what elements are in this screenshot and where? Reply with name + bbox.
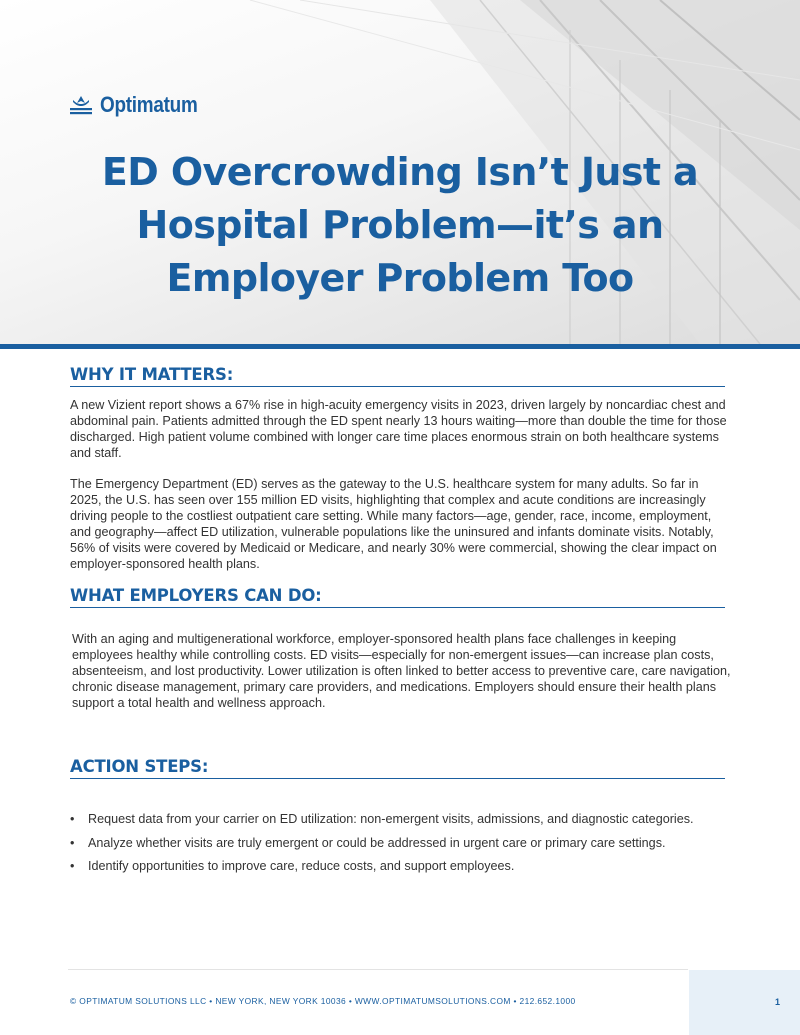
footer-contact-line: © OPTIMATUM SOLUTIONS LLC • NEW YORK, NEW YORK 10036 • WWW.OPTIMATUMSOLUTIONS.COM • 212.652.1000 bbox=[70, 996, 576, 1006]
title-line: Employer Problem Too bbox=[166, 256, 634, 300]
section-heading-what-employers-can-do: WHAT EMPLOYERS CAN DO: bbox=[70, 586, 725, 608]
employers-paragraph: With an aging and multigenerational workforce, employer-sponsored health plans face challenges in keeping employees healthy while controlling costs. ED visits—especially for non-emergent issues—can increase plan costs, absenteeism, and lost productivity. Lower utilization is often linked to better access to preventive care, care navigation, chronic disease management, primary care providers, and medications. Employers should ensure their health plans support a total health and wellness approach. bbox=[72, 632, 731, 710]
why-paragraph-1: A new Vizient report shows a 67% rise in high-acuity emergency visits in 2023, driven largely by noncardiac chest and abdominal pain. Patients admitted through the ED spent nearly 13 hours waiting—more than double the time for those discharged. High patient volume combined with longer care time places enormous strain on both healthcare systems and staff. bbox=[70, 398, 727, 460]
action-step-item: • Request data from your carrier on ED utilization: non-emergent visits, admissions, and diagnostic categories. bbox=[70, 808, 730, 832]
company-logo bbox=[68, 92, 213, 118]
optimatum-logo-icon bbox=[68, 94, 94, 116]
why-paragraph-2: The Emergency Department (ED) serves as the gateway to the U.S. healthcare system for many adults. So far in 2025, the U.S. has seen over 155 million ED visits, highlighting that complex and acute conditions are increasingly driving people to the costliest outpatient care setting. While many factors—age, gender, race, income, employment, and geography—affect ED utilization, vulnerable populations like the uninsured and infants dominate visits. Notably, 56% of visits were covered by Medicaid or Medicare, and nearly 30% were commercial, showing the clear impact on employer-sponsored health plans. bbox=[70, 477, 717, 571]
page-number: 1 bbox=[774, 997, 780, 1007]
document-title bbox=[60, 146, 740, 305]
page-number-box bbox=[689, 970, 800, 1035]
footer-divider bbox=[68, 969, 688, 970]
action-step-item: • Identify opportunities to improve care, reduce costs, and support employees. bbox=[70, 855, 730, 879]
logo-text: Optimatum bbox=[100, 92, 198, 117]
title-line: ED Overcrowding Isn’t Just a bbox=[101, 150, 699, 194]
header-divider bbox=[0, 344, 800, 349]
action-steps-list bbox=[70, 808, 730, 879]
section-heading-action-steps: ACTION STEPS: bbox=[70, 757, 725, 779]
section-heading-why-it-matters: WHY IT MATTERS: bbox=[70, 365, 725, 387]
title-line: Hospital Problem—it’s an bbox=[136, 203, 664, 247]
action-step-item: • Analyze whether visits are truly emergent or could be addressed in urgent care or primary care settings. bbox=[70, 832, 730, 856]
